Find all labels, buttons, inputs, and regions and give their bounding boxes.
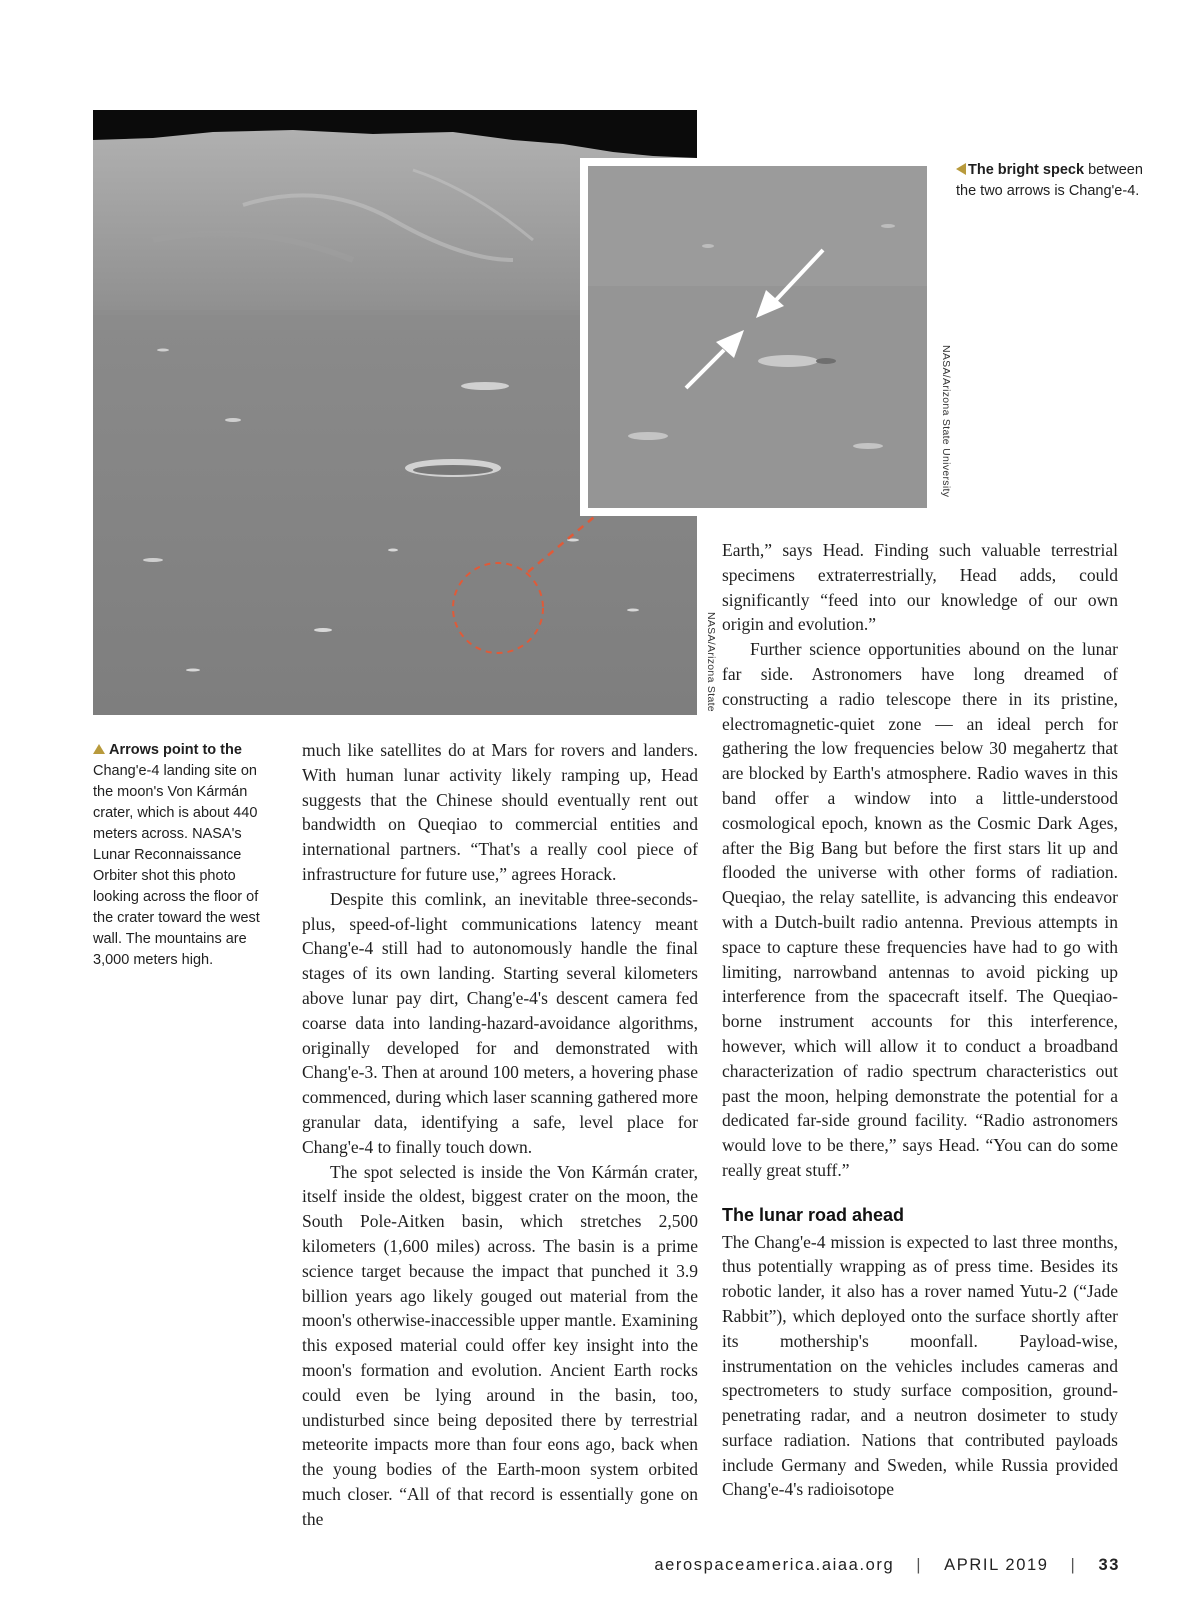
photo-credit: NASA/Arizona State: [705, 612, 717, 712]
inset-credit: NASA/Arizona State University: [940, 345, 952, 498]
paragraph: Despite this comlink, an inevitable three-seconds-plus, speed-of-light communications latency meant Chang'e-4 still had to autonomously handle the final stages of its own landing. Starting several kilometers above lunar pay dirt, Chang'e-4's descent camera fed coarse data into landing-hazard-avoidance algorithms, originally developed for and demonstrated with Chang'e-3. Then at around 100 meters, a hovering phase commenced, during which laser scanning gathered more granular data, identifying a safe, level place for Chang'e-4 to finally touch down.: [302, 888, 698, 1157]
footer-separator: |: [916, 1556, 923, 1574]
paragraph: Earth,” says Head. Finding such valuable terrestrial specimens extraterrestrially, Head adds, could significantly “feed into our knowledge of our own origin and evolution.”: [722, 540, 1118, 635]
page-number: 33: [1098, 1556, 1120, 1574]
inset-illustration: [588, 166, 927, 508]
caption-triangle-left-icon: [956, 163, 966, 175]
footer-separator: |: [1070, 1556, 1077, 1574]
photo-caption: [93, 740, 273, 971]
caption-lead: The bright speck: [968, 162, 1085, 178]
caption-text: between the two arrows is Chang'e-4.: [956, 162, 1143, 199]
caption-lead: Arrows point to the: [109, 742, 242, 758]
body-column-middle: [302, 738, 698, 1532]
crater: [461, 382, 509, 390]
page-footer: [654, 1556, 1120, 1575]
inset-caption: [956, 160, 1156, 202]
caption-triangle-up-icon: [93, 744, 105, 754]
paragraph: The Chang'e-4 mission is expected to last three months, thus potentially wrapping as of press time. Besides its robotic lander, it also has a rover named Yutu-2 (“Jade Rabbit”), which deployed onto the surface shortly after its mothership's moonfall. Payload-wise, instrumentation on the vehicles includes cameras and spectrometers to study surface composition, ground-penetrating radar, and a neutron dosimeter to study surface radiation. Nations that contributed payloads include Germany and Sweden, while Russia provided Chang'e-4's radioisotope: [722, 1231, 1118, 1500]
inset-photo: [580, 158, 935, 516]
paragraph: Further science opportunities abound on the lunar far side. Astronomers have long dreamed of constructing a radio telescope there in its pristine, electromagnetic-quiet zone — an ideal perch for gathering the low frequencies below 30 megahertz that are blocked by Earth's atmosphere. Radio waves in this band offer a window into a little-understood cosmological epoch, known as the Cosmic Dark Ages, after the Big Bang but before the first stars lit up and flooded the universe with other forms of radiation. Queqiao, the relay satellite, is advancing this endeavor with a Dutch-built radio antenna. Previous attempts in space to capture these frequencies have had to go with limiting, narrowband antennas to avoid picking up interference from the spacecraft itself. The Queqiao-borne instrument accounts for this interference, however, which will allow it to conduct a broadband characterization of radio spectrum characteristics out past the moon, helping demonstrate the potential for a dedicated far-side ground facility. “Radio astronomers would love to be there,” says Head. “You can do some really great stuff.”: [722, 639, 1118, 1180]
footer-site-link[interactable]: aerospaceamerica.aiaa.org: [654, 1556, 895, 1574]
section-heading: The lunar road ahead: [722, 1204, 905, 1225]
paragraph: much like satellites do at Mars for rovers and landers. With human lunar activity likely ramping up, Head suggests that the Chinese should eventually rent out bandwidth on Queqiao to commercial entities and international partners. “That's a really cool piece of infrastructure for future use,” agrees Horack.: [302, 740, 698, 884]
footer-issue: APRIL 2019: [944, 1556, 1049, 1574]
body-column-right: [722, 538, 1118, 1502]
caption-text: Chang'e-4 landing site on the moon's Von Kármán crater, which is about 440 meters across. NASA's Lunar Reconnaissance Orbiter shot this photo looking across the floor of the crater toward the west wall. The mountains are 3,000 meters high.: [93, 763, 260, 968]
paragraph: The spot selected is inside the Von Kármán crater, itself inside the oldest, biggest crater on the moon, the South Pole-Aitken basin, which stretches 2,500 kilometers (1,600 miles) across. The basin is a prime science target because the impact that punched it 3.9 billion years ago likely gouged out material from the moon's otherwise-inaccessible upper mantle. Examining this exposed material could offer key insight into the moon's formation and evolution. Ancient Earth rocks could even be lying around in the basin, too, undisturbed since being deposited there by terrestrial meteorite impacts more than four eons ago, back when the young bodies of the Earth-moon system orbited much closer. “All of that record is essentially gone on the: [302, 1161, 698, 1529]
